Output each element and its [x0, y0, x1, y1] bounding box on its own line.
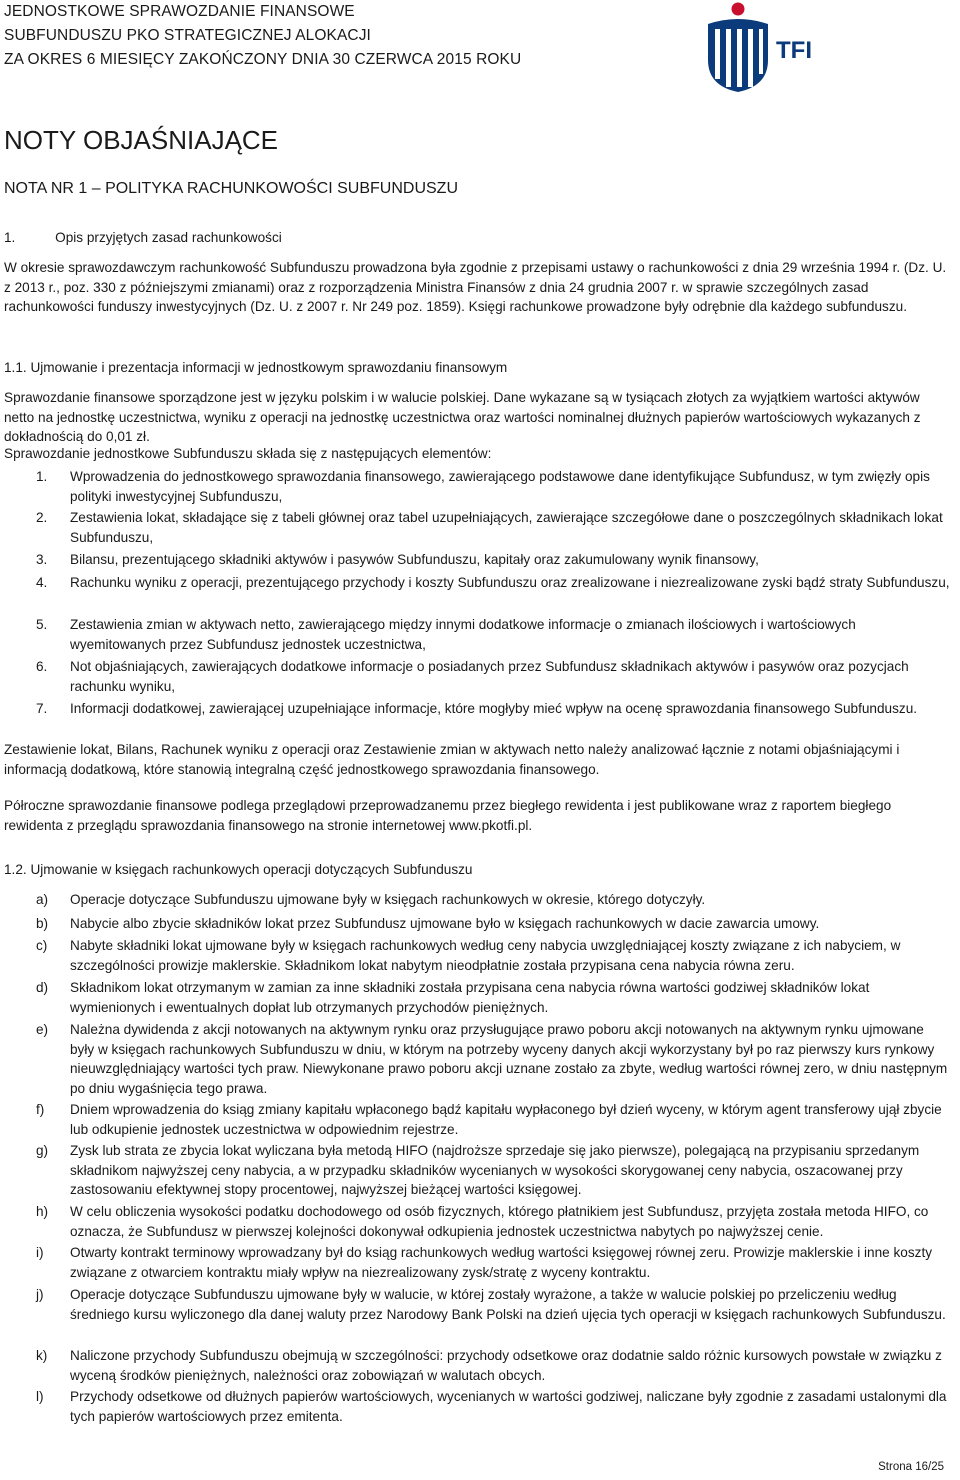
list-item-number: 4.: [36, 575, 48, 590]
list-item-number: 7.: [36, 701, 48, 716]
list-item-letter: h): [36, 1204, 49, 1219]
list-item-letter: d): [36, 980, 49, 995]
list-item: Otwarty kontrakt terminowy wprowadzany był do ksiąg rachunkowych według wartości księgowej równej zeru. Prowizje maklerskie i inne koszty związane z otwarciem kontraktu miały wpływ na niezrealizowany zysk/stratę z wyceny kontraktu.: [70, 1245, 933, 1280]
pko-tfi-logo: [700, 2, 820, 94]
report-header: [4, 0, 521, 72]
list-item: Przychody odsetkowe od dłużnych papierów wartościowych, wycenianych w wartości godziwej, naliczane były zgodnie z zasadami ustalonymi dla tych papierów wartościowych przez emitenta.: [70, 1389, 947, 1424]
list-item-number: 6.: [36, 659, 48, 674]
list-item-letter: f): [36, 1102, 45, 1117]
list-item: Rachunku wyniku z operacji, prezentującego przychody i koszty Subfunduszu oraz zrealizowane i niezrealizowane zyski bądź straty Subfunduszu,: [70, 575, 950, 590]
list-item-letter: i): [36, 1245, 44, 1260]
list-item: Zestawienia zmian w aktywach netto, zawierającego między innymi dodatkowe informacje o zmianach ilościowych i wartościowych wyemitowanych przez Subfundusz jednostek uczestnictwa,: [70, 617, 856, 652]
section-1-1-paragraph-4: Półroczne sprawozdanie finansowe podlega przeglądowi przeprowadzanemu przez biegłego rewidenta i jest publikowane wraz z raportem biegłego rewidenta z przeglądu sprawozdania finansowego na stronie internetowej www.pkotfi.pl.: [4, 798, 892, 833]
list-item-number: 3.: [36, 552, 48, 567]
page-number: Strona 16/25: [878, 1461, 944, 1473]
list-item-letter: b): [36, 916, 49, 931]
list-item: Zestawienia lokat, składające się z tabeli głównej oraz tabel uzupełniających, zawierające szczegółowe dane o poszczególnych składnikach lokat Subfunduszu,: [70, 510, 943, 545]
list-item: W celu obliczenia wysokości podatku dochodowego od osób fizycznych, którego płatnikiem jest Subfundusz, przyjęta została metoda HIFO, co oznacza, że Subfundusz w pierwszej kolejności dokonywał odkupienia jednostek uczestnictwa nabytych po najwyższej cenie.: [70, 1204, 929, 1239]
list-item-number: 2.: [36, 510, 48, 525]
list-item-number: 5.: [36, 617, 48, 632]
header-line-3: ZA OKRES 6 MIESIĘCY ZAKOŃCZONY DNIA 30 CZERWCA 2015 ROKU: [4, 51, 522, 68]
list-item-letter: l): [36, 1389, 44, 1404]
section-1-1-paragraph-1: Sprawozdanie finansowe sporządzone jest w języku polskim i w walucie polskiej. Dane wykazane są w tysiącach złotych za wyjątkiem wartości aktywów netto na jednostkę uczestnictwa, wyniku z operacji na jednostkę uczestnictwa oraz wartości nominalnej dłużnych papierów wartościowych wykazanych z dokładnością do 0,01 zł.: [4, 390, 921, 444]
list-item: Wprowadzenia do jednostkowego sprawozdania finansowego, zawierającego podstawowe dane identyfikujące Subfundusz, w tym zwięzły opis polityki inwestycyjnej Subfunduszu,: [70, 469, 930, 504]
list-item: Naliczone przychody Subfunduszu obejmują w szczególności: przychody odsetkowe oraz dodatnie saldo różnic kursowych powstałe w związku z wyceną środków pieniężnych, należności oraz zobowiązań w walutach obcych.: [70, 1348, 942, 1383]
list-item-letter: e): [36, 1022, 49, 1037]
list-item: Należna dywidenda z akcji notowanych na aktywnym rynku oraz przysługujące prawo poboru akcji notowanych na aktywnym rynku ujmowane były w księgach rachunkowych Subfunduszu w dniu, w którym na potrzeby wyceny danych akcji wykorzystany był po raz pierwszy kurs rynkowy nieuwzględniający wartości tych praw. Niewykonane prawo poboru akcji uznane zostało za zbyte, według wartości równej zero, w dniu następnym po dniu wygaśnięcia tego prawa.: [70, 1022, 948, 1096]
list-item: Operacje dotyczące Subfunduszu ujmowane były w walucie, w której zostały wyrażone, a także w walucie polskiej po przeliczeniu według średniego kursu wyliczonego dla danej waluty przez Narodowy Bank Polski na dzień ujęcia tych operacji w księgach rachunkowych Subfunduszu.: [70, 1287, 946, 1322]
note-title: NOTA NR 1 – POLITYKA RACHUNKOWOŚCI SUBFUNDUSZU: [4, 180, 458, 197]
list-item: Dniem wprowadzenia do ksiąg zmiany kapitału wpłaconego bądź kapitału wypłaconego był dzień wyceny, w którym agent transferowy ujął zbycie lub odkupienie jednostek uczestnictwa w odpowiednim rejestrze.: [70, 1102, 942, 1137]
header-line-1: JEDNOSTKOWE SPRAWOZDANIE FINANSOWE: [4, 3, 355, 20]
list-item: Nabyte składniki lokat ujmowane były w księgach rachunkowych według ceny nabycia uwzględniającej koszty związane z ich nabyciem, w szczególności prowizje maklerskie. Składnikom lokat nabytym nieodpłatnie została przypisana cena nabycia równa zeru.: [70, 938, 901, 973]
list-item: Informacji dodatkowej, zawierającej uzupełniające informacje, które mogłyby mieć wpływ na ocenę sprawozdania finansowego Subfunduszu.: [70, 701, 918, 716]
list-item-letter: c): [36, 938, 48, 953]
list-item-number: 1.: [36, 469, 48, 484]
list-item-letter: k): [36, 1348, 48, 1363]
svg-text:TFI: TFI: [776, 37, 812, 64]
section-1-heading: [4, 228, 282, 248]
section-1-number: 1.: [4, 230, 16, 245]
section-1-1-paragraph-2: Sprawozdanie jednostkowe Subfunduszu składa się z następujących elementów:: [4, 446, 492, 461]
list-item: Składnikom lokat otrzymanym w zamian za inne składniki została przypisana cena nabycia równa wartości godziwej składników lokat wymienionych i ewentualnych dopłat lub otrzymanych przychodów pieniężnych.: [70, 980, 870, 1015]
section-1-title: Opis przyjętych zasad rachunkowości: [55, 230, 282, 245]
list-item: Nabycie albo zbycie składników lokat przez Subfundusz ujmowane było w księgach rachunkowych w dacie zawarcia umowy.: [70, 916, 820, 931]
page-title: NOTY OBJAŚNIAJĄCE: [4, 125, 279, 155]
section-1-paragraph: W okresie sprawozdawczym rachunkowość Subfunduszu prowadzona była zgodnie z przepisami ustawy o rachunkowości z dnia 29 września 1994 r. (Dz. U. z 2013 r., poz. 330 z późniejszymi zmianami) oraz z rozporządzenia Ministra Finansów z dnia 24 grudnia 2007 r. w sprawie szczególnych zasad rachunkowości funduszy inwestycyjnych (Dz. U. z 2007 r. Nr 249 poz. 1859). Księgi rachunkowe prowadzone były odrębnie dla każdego subfunduszu.: [4, 260, 947, 314]
section-1-2-heading: 1.2. Ujmowanie w księgach rachunkowych operacji dotyczących Subfunduszu: [4, 862, 473, 877]
header-line-2: SUBFUNDUSZU PKO STRATEGICZNEJ ALOKACJI: [4, 27, 371, 44]
list-item: Operacje dotyczące Subfunduszu ujmowane były w księgach rachunkowych w okresie, którego dotyczyły.: [70, 892, 706, 907]
list-item: Bilansu, prezentującego składniki aktywów i pasywów Subfunduszu, kapitały oraz zakumulowany wynik finansowy,: [70, 552, 759, 567]
list-item-letter: j): [36, 1287, 44, 1302]
section-1-1-heading: 1.1. Ujmowanie i prezentacja informacji w jednostkowym sprawozdaniu finansowym: [4, 360, 508, 375]
list-item: Zysk lub strata ze zbycia lokat wyliczana była metodą HIFO (najdroższe sprzedaje się jako pierwsze), polegającą na przypisaniu sprzedanym składnikom najwyższej ceny nabycia, a w przypadku składników wycenianych w wysokości skorygowanej ceny nabycia, oszacowanej przy zastosowaniu efektywnej stopy procentowej, najwyższej bieżącej wartości księgowej.: [70, 1143, 920, 1197]
section-1-1-paragraph-3: Zestawienie lokat, Bilans, Rachunek wyniku z operacji oraz Zestawienie zmian w aktywach netto należy analizować łącznie z notami objaśniającymi i informacją dodatkową, które stanowią integralną część jednostkowego sprawozdania finansowego.: [4, 742, 900, 777]
list-item: Not objaśniających, zawierających dodatkowe informacje o posiadanych przez Subfundusz składnikach aktywów i pasywów oraz pozycjach rachunku wyniku,: [70, 659, 909, 694]
list-item-letter: a): [36, 892, 49, 907]
list-item-letter: g): [36, 1143, 49, 1158]
